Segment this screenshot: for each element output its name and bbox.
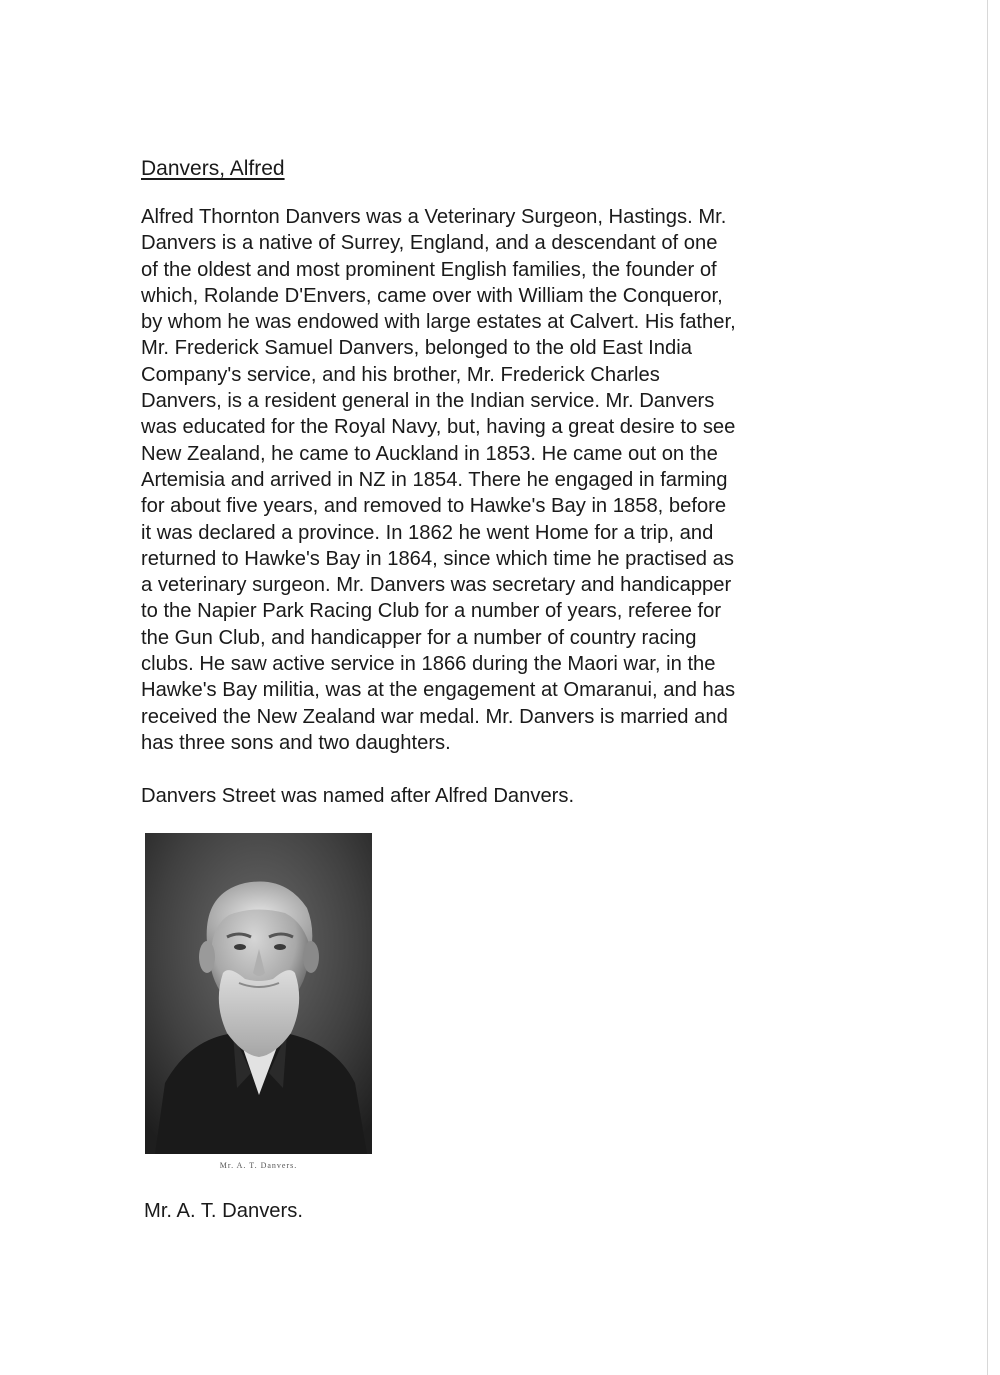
paragraph-line: the Gun Club, and handicapper for a number of country racing [141, 626, 697, 649]
paragraph-line: Hawke's Bay militia, was at the engagement at Omaranui, and has [141, 679, 736, 702]
paragraph-line: Artemisia and arrived in NZ in 1854. There he engaged in farming [141, 468, 728, 491]
paragraph-line: Mr. Frederick Samuel Danvers, belonged to the old East India [141, 337, 692, 360]
street-note: Danvers Street was named after Alfred Danvers. [141, 785, 575, 807]
paragraph-line: for about five years, and removed to Hawke's Bay in 1858, before [141, 495, 727, 518]
paragraph-line: was educated for the Royal Navy, but, having a great desire to see [141, 416, 736, 439]
paragraph-line: by whom he was endowed with large estates at Calvert. His father, [141, 311, 736, 334]
paragraph-line: it was declared a province. In 1862 he went Home for a trip, and [141, 521, 714, 544]
paragraph-line: New Zealand, he came to Auckland in 1853. He came out on the [141, 442, 718, 465]
paragraph-line: of the oldest and most prominent English families, the founder of [141, 258, 717, 281]
paragraph-line: clubs. He saw active service in 1866 during the Maori war, in the [141, 653, 716, 676]
paragraph-line: which, Rolande D'Envers, came over with William the Conqueror, [141, 284, 723, 307]
paragraph-line: Danvers is a native of Surrey, England, and a descendant of one [141, 232, 718, 255]
photo-caption: Mr. A. T. Danvers. [144, 1200, 303, 1222]
paragraph-line: received the New Zealand war medal. Mr. Danvers is married and [141, 705, 728, 728]
portrait-illustration [145, 833, 372, 1154]
paragraph-line: has three sons and two daughters. [141, 731, 451, 754]
paragraph-line: returned to Hawke's Bay in 1864, since which time he practised as [141, 547, 734, 570]
page-edge [987, 0, 988, 1375]
paragraph-line: Alfred Thornton Danvers was a Veterinary Surgeon, Hastings. Mr. [141, 206, 727, 228]
biography-paragraph [141, 204, 831, 756]
paragraph-line: Company's service, and his brother, Mr. Frederick Charles [141, 363, 660, 386]
paragraph-line: Danvers, is a resident general in the Indian service. Mr. Danvers [141, 390, 715, 413]
paragraph-line: to the Napier Park Racing Club for a number of years, referee for [141, 600, 722, 623]
portrait-photo [145, 833, 372, 1154]
photo-caption-small: Mr. A. T. Danvers. [219, 1161, 298, 1170]
paragraph-line: a veterinary surgeon. Mr. Danvers was secretary and handicapper [141, 574, 732, 597]
page-title: Danvers, Alfred [141, 157, 285, 180]
